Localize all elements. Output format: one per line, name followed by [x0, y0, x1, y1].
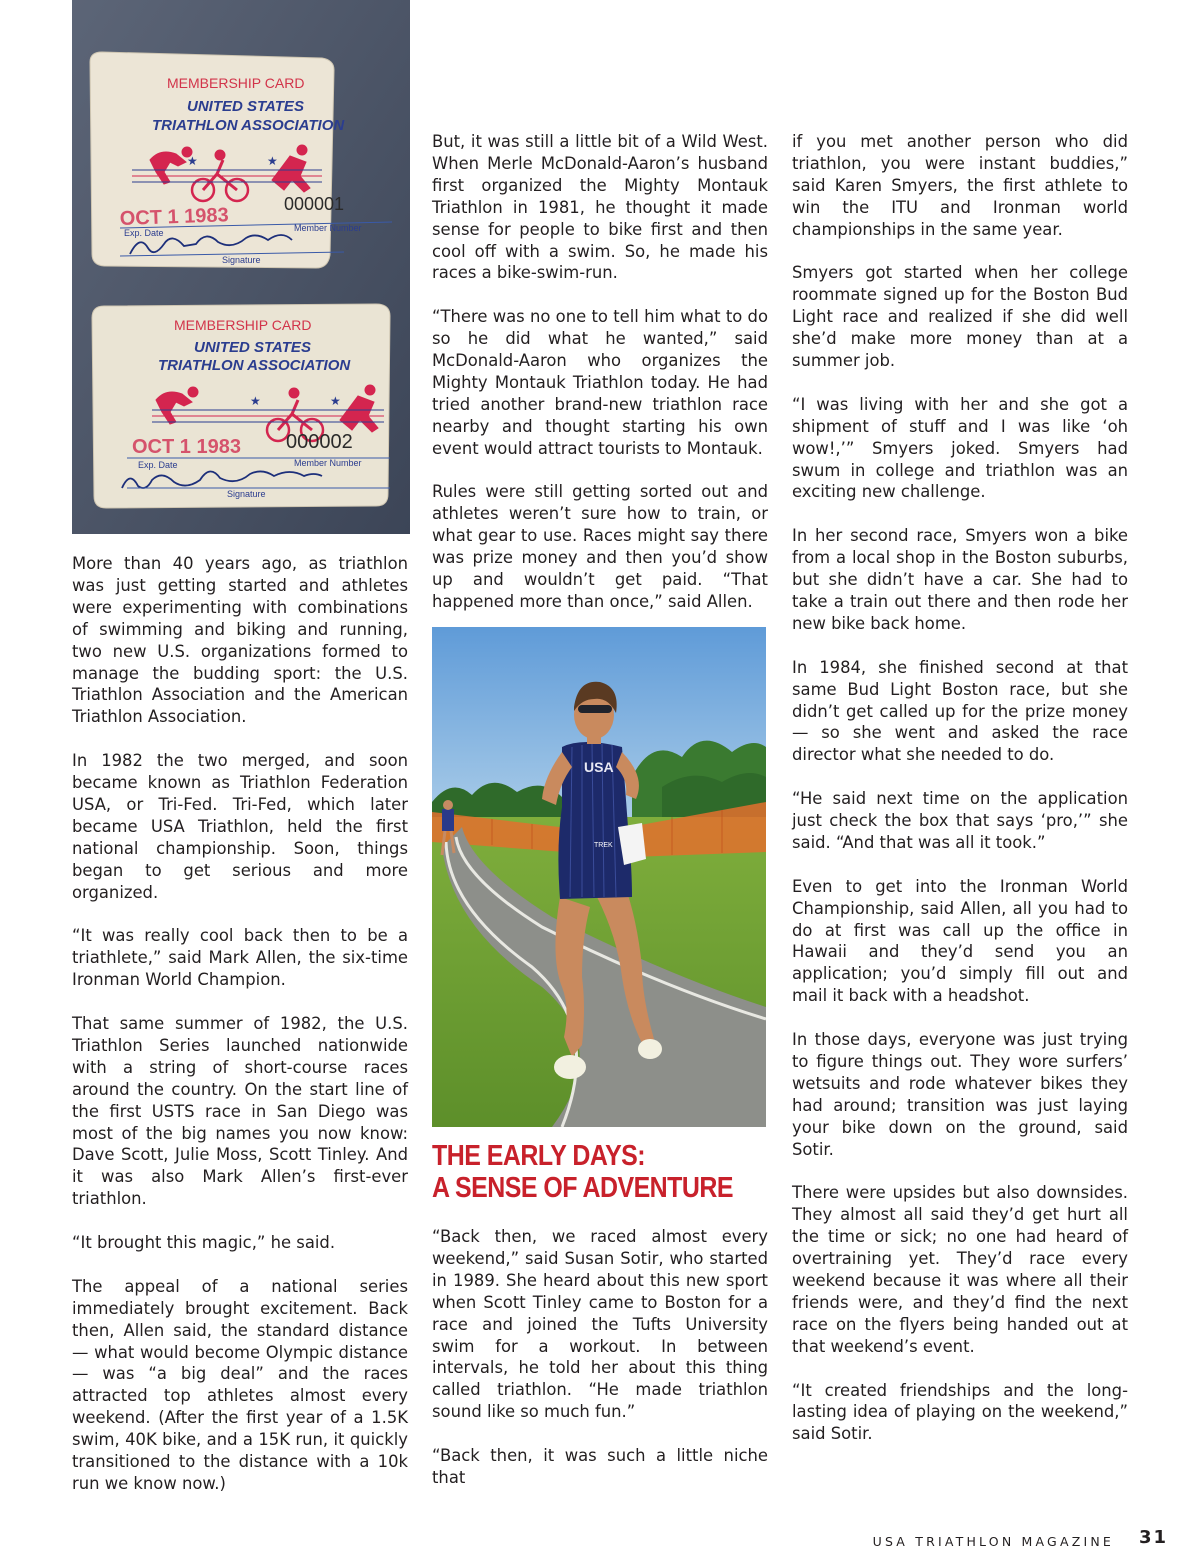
membership-cards-illustration: [72, 0, 410, 534]
headline-line-2: A SENSE OF ADVENTURE: [432, 1172, 734, 1204]
runner-photo: [432, 627, 766, 1127]
col2-paragraph-2: “There was no one to tell him what to do so he did what he wanted,” said McDonald-Aaron who organizes the Mighty Montauk Triathlon today. He had tried another brand-new triathlon race nearby and thought starting his own event would attract tourists to Montauk.: [432, 307, 768, 458]
col1-paragraph-1: More than 40 years ago, as triathlon was just getting started and athletes were experimenting with combinations of swimming and biking and running, two new U.S. organizations formed to manage the budding sport: the U.S. Triathlon Association and the American Triathlon Association.: [72, 554, 408, 727]
article-column-2: [432, 131, 768, 635]
runner-jersey-text: USA: [584, 759, 614, 775]
page-number: 31: [1139, 1527, 1169, 1548]
card-1-member-label: Member Number: [294, 223, 362, 233]
col3-paragraph-9: There were upsides but also downsides. They almost all said they’d get hurt all the time or sick; no one had heard of overtraining yet. They’d race every weekend because it was where all their friends were, and they’d find the next race on the flyers being handed out at that weekend’s event.: [792, 1183, 1128, 1356]
runner-suit-text: TREK: [594, 842, 613, 849]
article-column-3: [792, 131, 1128, 1467]
card-2-signature-label: Signature: [227, 489, 266, 499]
headline-line-1: THE EARLY DAYS:: [432, 1140, 646, 1172]
article-column-1: [72, 553, 408, 1517]
col3-paragraph-1: if you met another person who did triathlon, you were instant buddies,” said Karen Smyers, the first athlete to win the ITU and Ironman world championships in the same year.: [792, 132, 1128, 239]
card-2-title: MEMBERSHIP CARD: [174, 317, 312, 333]
section-headline: [432, 1140, 733, 1204]
card-2-exp-stamp: OCT 1 1983: [132, 436, 241, 458]
runner-illustration: [432, 627, 766, 1127]
col3-paragraph-8: In those days, everyone was just trying to figure things out. They wore surfers’ wetsuits and rode whatever bikes they had around; transition was just laying your bike down on the ground, said Sotir.: [792, 1030, 1128, 1159]
card-2-org-line1: UNITED STATES: [194, 339, 311, 356]
svg-text:★: ★: [250, 394, 261, 408]
svg-text:★: ★: [187, 154, 198, 168]
col3-paragraph-6: “He said next time on the application just check the box that says ‘pro,’” she said. “And that was all it took.”: [792, 789, 1128, 852]
article-column-2-continued: [432, 1226, 768, 1511]
card-1-title: MEMBERSHIP CARD: [167, 75, 305, 91]
magazine-footer: USA TRIATHLON MAGAZINE: [872, 1534, 1114, 1549]
col1-paragraph-3: “It was really cool back then to be a triathlete,” said Mark Allen, the six-time Ironman World Champion.: [72, 926, 408, 990]
card-1-signature-label: Signature: [222, 255, 261, 265]
col3-paragraph-5: In 1984, she finished second at that same Bud Light Boston race, but she didn’t get called up for the prize money — so she went and asked the race director what she needed to do.: [792, 657, 1128, 765]
card-2-member-number: 000002: [286, 431, 353, 453]
col3-paragraph-4: In her second race, Smyers won a bike from a local shop in the Boston suburbs, but she didn’t have a car. She had to take a train out there and then rode her new bike back home.: [792, 526, 1128, 633]
col3-paragraph-3: “I was living with her and she got a shipment of stuff and I was like ‘oh wow!,’” Smyers joked. Smyers had swum in college and triathlon was an exciting new challenge.: [792, 394, 1128, 502]
col1-paragraph-2: In 1982 the two merged, and soon became known as Triathlon Federation USA, or Tri-Fed. Tri-Fed, which later became USA Triathlon, held the first national championship. Soon, things began to get serious and more organized.: [72, 751, 408, 902]
card-2-org-line2: TRIATHLON ASSOCIATION: [158, 357, 351, 374]
col3-paragraph-7: Even to get into the Ironman World Championship, said Allen, all you had to do at first was call up the office in Hawaii and they’d send you an application; you’d simply fill out and mail it back with a headshot.: [792, 876, 1128, 1006]
membership-card-2: [92, 304, 390, 508]
card-1-exp-stamp: OCT 1 1983: [119, 204, 230, 230]
svg-text:★: ★: [267, 154, 278, 168]
card-1-member-number: 000001: [284, 194, 345, 214]
membership-cards-photo: [72, 0, 410, 534]
col1-paragraph-4: That same summer of 1982, the U.S. Triathlon Series launched nationwide with a string of short-course races around the country. On the start line of the first USTS race in San Diego was most of the big names you now know: Dave Scott, Julie Moss, Scott Tinley. And it was also Mark Allen’s first-ever triathlon.: [72, 1013, 408, 1209]
card-1-org-line1: UNITED STATES: [187, 98, 304, 115]
card-2-exp-label: Exp. Date: [138, 460, 178, 470]
card-2-member-label: Member Number: [294, 458, 362, 468]
svg-text:★: ★: [330, 394, 341, 408]
col3-paragraph-10: “It created friendships and the long-lasting idea of playing on the weekend,” said Sotir.: [792, 1380, 1128, 1444]
col1-paragraph-5: “It brought this magic,” he said.: [72, 1233, 336, 1253]
col2-after-paragraph-2: “Back then, it was such a little niche that: [432, 1446, 768, 1487]
col2-after-paragraph-1: “Back then, we raced almost every weekend,” said Susan Sotir, who started in 1989. She heard about this new sport when Scott Tinley came to Boston for a race and joined the Tufts University swim for a workout. In between intervals, he told her about this thing called triathlon. “He made triathlon sound like so much fun.”: [432, 1227, 768, 1422]
card-1-exp-label: Exp. Date: [124, 228, 164, 238]
col2-paragraph-3: Rules were still getting sorted out and athletes weren’t sure how to train, or what gear to use. Races might say there was prize money and then you’d show up and wouldn’t get paid. “That happened more than once,” said Allen.: [432, 482, 768, 611]
col1-paragraph-6: The appeal of a national series immediately brought excitement. Back then, Allen said, the standard distance — what would become Olympic distance — was “a big deal” and the races attracted top athletes almost every weekend. (After the first year of a 1.5K swim, 40K bike, and a 15K run, it quickly transitioned to the distance with a 10k run we know now.): [72, 1276, 408, 1493]
card-1-org-line2: TRIATHLON ASSOCIATION: [152, 117, 345, 134]
col3-paragraph-2: Smyers got started when her college roommate signed up for the Boston Bud Light race and realized if she did well she’d make more money than at a summer job.: [792, 263, 1128, 371]
col2-paragraph-1: But, it was still a little bit of a Wild West. When Merle McDonald-Aaron’s husband first organized the Mighty Montauk Triathlon in 1981, he thought it made sense for people to bike first and then cool off with a swim. So, he made his races a bike-swim-run.: [432, 132, 768, 283]
